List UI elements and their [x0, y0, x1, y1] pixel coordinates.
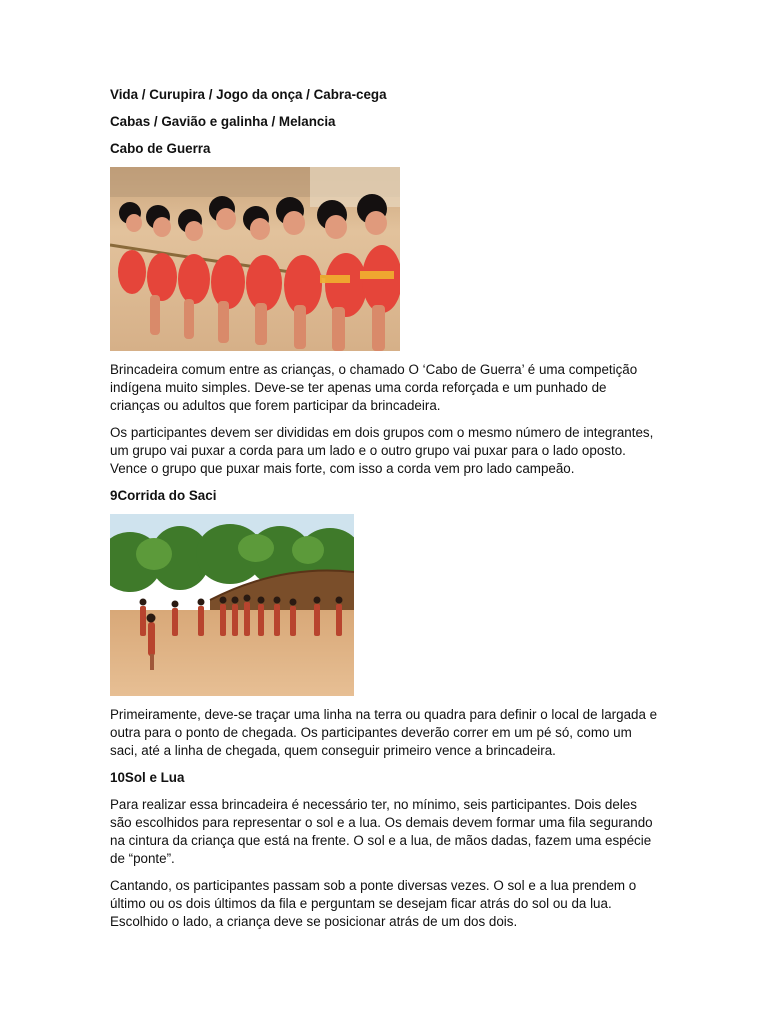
corrida-do-saci-illustration	[110, 514, 354, 696]
heading-corrida-do-saci: 9Corrida do Saci	[110, 488, 217, 503]
tug-of-war-illustration	[110, 167, 400, 351]
heading-games-list-1: Vida / Curupira / Jogo da onça / Cabra-cega	[110, 87, 387, 102]
heading-sol-e-lua: 10Sol e Lua	[110, 770, 185, 785]
tug-of-war-photo	[110, 167, 400, 351]
paragraph-saci-rules: Primeiramente, deve-se traçar uma linha na terra ou quadra para definir o local de largada e outra para o ponto de chegada. Os participantes deverão correr em um pé só, como um saci, até a linha de chegada, quem conseguir primeiro vence a brincadeira.	[110, 707, 658, 758]
paragraph-sol-setup: Para realizar essa brincadeira é necessário ter, no mínimo, seis participantes. Dois deles são escolhidos para representar o sol e a lua. Os demais devem formar uma fila segurando na cintura da criança que está na frente. O sol e a lua, de mãos dadas, fazem uma espécie de “ponte”.	[110, 797, 653, 866]
document-content	[110, 86, 660, 931]
heading-games-list-2: Cabas / Gavião e galinha / Melancia	[110, 114, 336, 129]
corrida-do-saci-photo	[110, 514, 354, 696]
paragraph-cabo-description: Brincadeira comum entre as crianças, o chamado O ‘Cabo de Guerra’ é uma competição indígena muito simples. Deve-se ter apenas uma corda reforçada e um punhado de crianças ou adultos que forem participar da brincadeira.	[110, 362, 638, 413]
paragraph-cabo-rules: Os participantes devem ser divididas em dois grupos com o mesmo número de integrantes, um grupo vai puxar a corda para um lado e o outro grupo vai puxar para o lado oposto. Vence o grupo que puxar mais forte, com isso a corda vem pro lado campeão.	[110, 425, 654, 476]
heading-cabo-de-guerra: Cabo de Guerra	[110, 141, 211, 156]
paragraph-sol-rules: Cantando, os participantes passam sob a ponte diversas vezes. O sol e a lua prendem o último ou os dois últimos da fila e perguntam se desejam ficar atrás do sol ou da lua. Escolhido o lado, a criança deve se posicionar atrás de um dos dois.	[110, 878, 637, 929]
